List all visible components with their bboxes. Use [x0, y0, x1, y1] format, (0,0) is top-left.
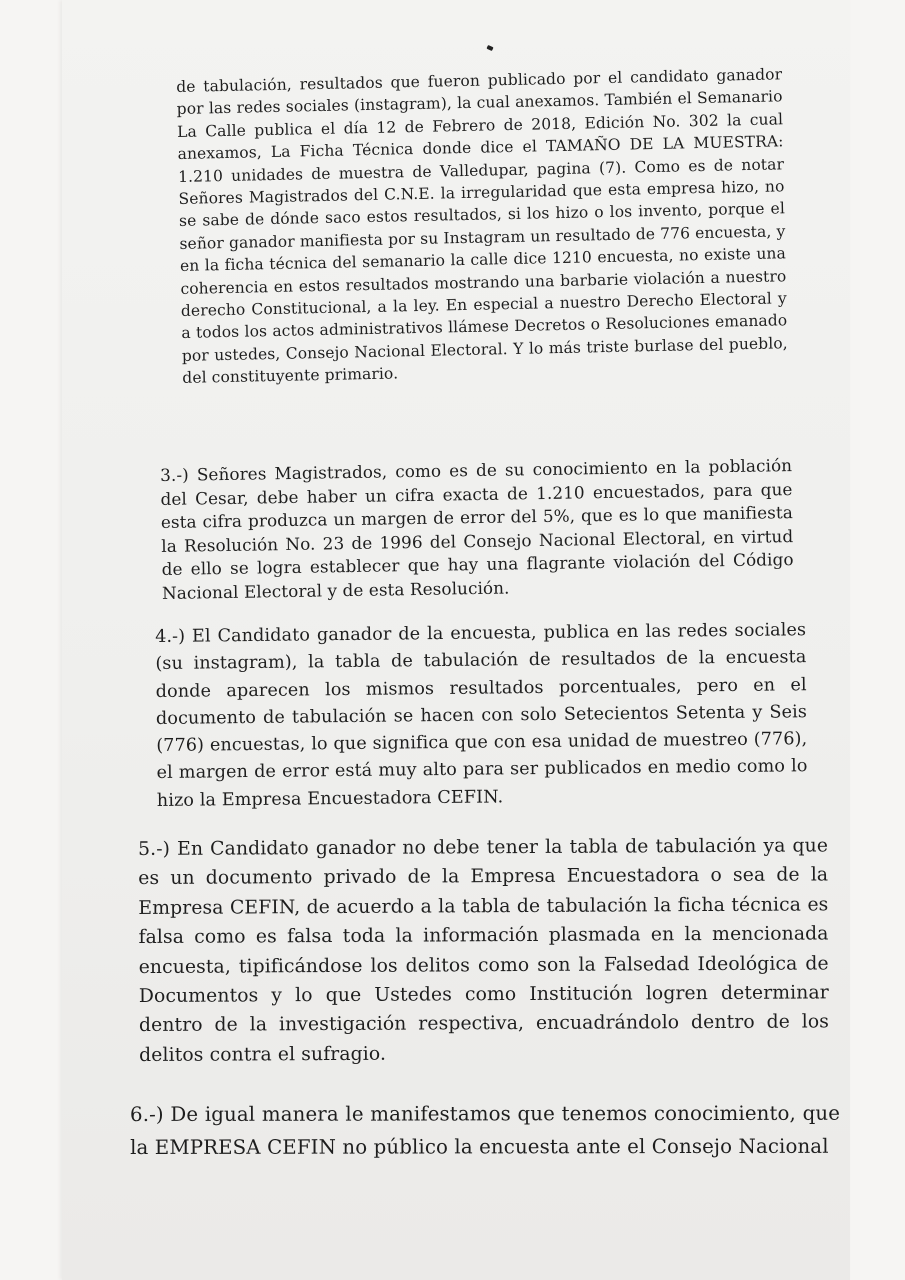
paragraph-point-4: 4.-) El Candidato ganador de la encuesta, publica en las redes sociales (su instagram), la tabla de tabulación de resultados de la encuesta donde aparecen los mismos resultados porcentuales, pero en el documento de tabulación se hacen con solo Setecientos Setenta y Seis (776) encuestas, lo que significa que con esa unidad de muestreo (776), el margen de error está muy alto para ser publicados en medio como lo hizo la Empresa Encuestadora CEFIN.	[155, 620, 808, 811]
paragraph-point-5: 5.-) En Candidato ganador no debe tener la tabla de tabulación ya que es un documento privado de la Empresa Encuestadora o sea de la Empresa CEFIN, de acuerdo a la tabla de tabulación la ficha técnica es falsa como es falsa toda la información plasmada en la mencionada encuesta, tipificándose los delitos como son la Falsedad Ideológica de Documentos y lo que Ustedes como Institución logren determinar dentro de la investigación respectiva, encuadrándolo dentro de los delitos contra el sufragio.	[138, 835, 830, 1066]
paragraph-point-6: 6.-) De igual manera le manifestamos que tenemos conocimiento, que la EMPRESA CEFIN no público la encuesta ante el Consejo Nacional	[130, 1101, 841, 1159]
paragraph-continuation: de tabulación, resultados que fueron publicado por el candidato ganador por las redes sociales (instagram), la cual anexamos. También el Semanario La Calle publica el día 12 de Febrero de 2018, Edición No. 302 la cual anexamos, La Ficha Técnica donde dice el TAMAÑO DE LA MUESTRA: 1.210 unidades de muestra de Valledupar, pagina (7). Como es de notar Señores Magistrados del C.N.E. la irregularidad que esta empresa hizo, no se sabe de dónde saco estos resultados, si los hizo o los invento, porque el señor ganador manifiesta por su Instagram un resultado de 776 encuesta, y en la ficha técnica del semanario la calle dice 1210 encuesta, no existe una coherencia en estos resultados mostrando una barbarie violación a nuestro derecho Constitucional, a la ley. En especial a nuestro Derecho Electoral y a todos los actos administrativos llámese Decretos o Resoluciones emanado por ustedes, Consejo Nacional Electoral. Y lo más triste burlase del pueblo, del constituyente primario.	[176, 65, 788, 388]
paragraph-point-3: 3.-) Señores Magistrados, como es de su conocimiento en la población del Cesar, debe haber un cifra exacta de 1.210 encuestados, para que esta cifra produzca un margen de error del 5%, que es lo que manifiesta la Resolución No. 23 de 1996 del Consejo Nacional Electoral, en virtud de ello se logra establecer que hay una flagrante violación del Código Nacional Electoral y de esta Resolución.	[160, 455, 794, 603]
